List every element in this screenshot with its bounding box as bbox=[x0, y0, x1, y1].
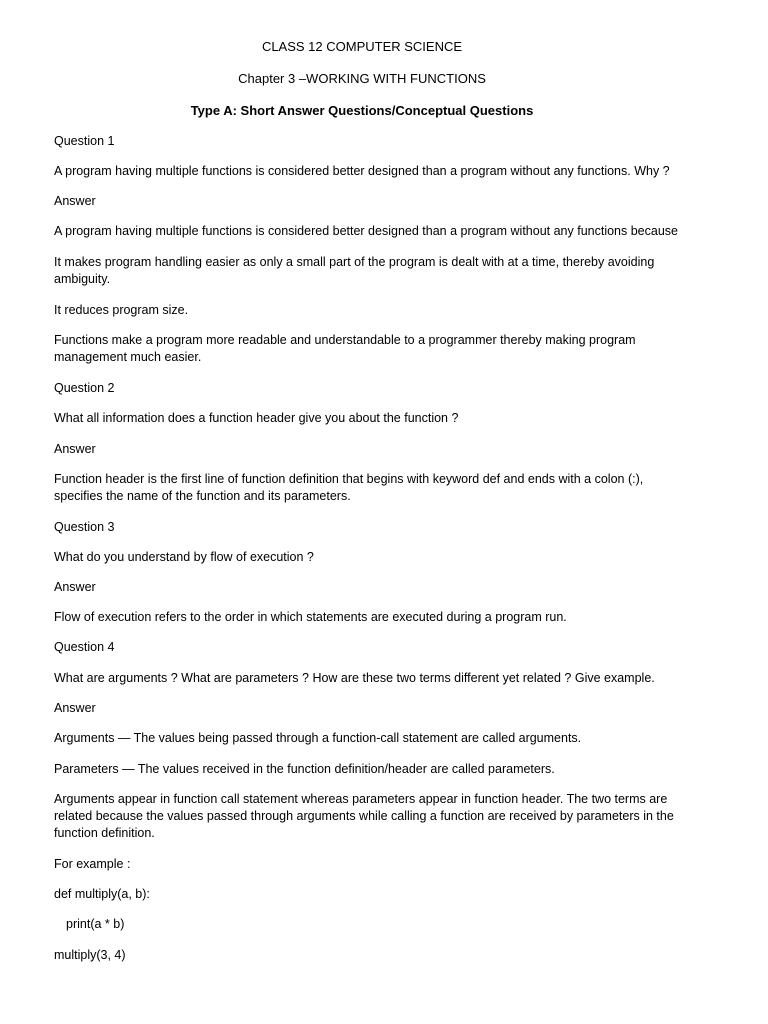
code-line-3: multiply(3, 4) bbox=[54, 948, 126, 962]
question-2-label: Question 2 bbox=[54, 381, 115, 395]
question-1-text: A program having multiple functions is considered better designed than a program without any functions. Why ? bbox=[54, 164, 670, 178]
document-title: CLASS 12 COMPUTER SCIENCE bbox=[261, 39, 463, 54]
question-1-answer-intro: A program having multiple functions is considered better designed than a program without any functions because bbox=[54, 224, 678, 238]
question-4-answer-label: Answer bbox=[54, 701, 96, 715]
code-line-1: def multiply(a, b): bbox=[54, 887, 150, 901]
question-3-answer: Flow of execution refers to the order in which statements are executed during a program run. bbox=[54, 610, 567, 624]
question-2-answer: Function header is the first line of function definition that begins with keyword def and ends with a colon (:), specifies the name of the function and its parameters. bbox=[54, 472, 644, 503]
question-4-arguments: Arguments — The values being passed through a function-call statement are called arguments. bbox=[54, 731, 582, 745]
question-3-label: Question 3 bbox=[54, 520, 115, 534]
example-label: For example : bbox=[54, 857, 131, 871]
code-line-2: print(a * b) bbox=[66, 917, 125, 931]
question-4-parameters: Parameters — The values received in the function definition/header are called parameters. bbox=[54, 762, 555, 776]
question-4-label: Question 4 bbox=[54, 640, 115, 654]
question-1-point-3: Functions make a program more readable and understandable to a programmer thereby making program management much easier. bbox=[54, 333, 636, 364]
question-3-answer-label: Answer bbox=[54, 580, 96, 594]
question-1-point-1: It makes program handling easier as only a small part of the program is dealt with at a time, thereby avoiding ambiguity. bbox=[54, 255, 655, 286]
section-title: Type A: Short Answer Questions/Conceptual Questions bbox=[190, 103, 534, 118]
question-1-label: Question 1 bbox=[54, 134, 115, 148]
question-3-text: What do you understand by flow of execution ? bbox=[54, 550, 314, 564]
question-2-text: What all information does a function header give you about the function ? bbox=[54, 411, 459, 425]
question-4-difference: Arguments appear in function call statement whereas parameters appear in function header. The two terms are related because the values passed through arguments while calling a function are received by parameters in the function definition. bbox=[54, 792, 674, 840]
question-1-answer-label: Answer bbox=[54, 194, 96, 208]
question-1-point-2: It reduces program size. bbox=[54, 303, 189, 317]
question-4-text: What are arguments ? What are parameters ? How are these two terms different yet related ? Give example. bbox=[54, 671, 655, 685]
question-2-answer-label: Answer bbox=[54, 442, 96, 456]
chapter-title: Chapter 3 –WORKING WITH FUNCTIONS bbox=[238, 71, 486, 86]
